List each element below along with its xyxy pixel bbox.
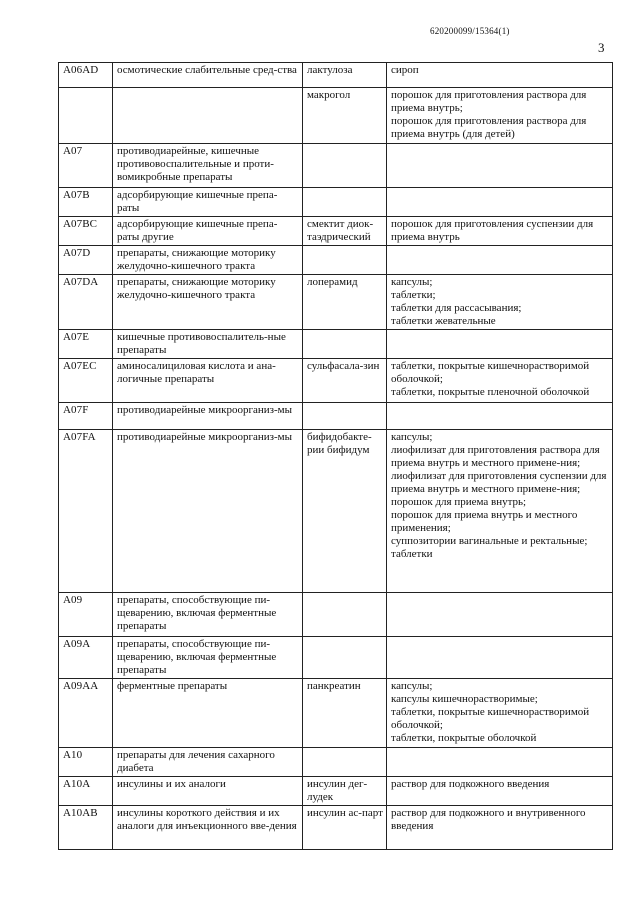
atc-code-cell: A07E (59, 330, 113, 359)
document-id: 620200099/15364(1) (430, 26, 510, 36)
dosage-form-line: раствор для подкожного и внутривенного введения (391, 807, 586, 832)
dosage-forms-cell (387, 403, 613, 430)
dosage-form-line: порошок для приготовления раствора для приема внутрь (для детей) (391, 115, 587, 140)
dosage-form-line: таблетки для рассасывания; (391, 302, 522, 314)
group-name-cell: противодиарейные, кишечные противовоспалительные и проти-вомикробные препараты (113, 144, 303, 188)
atc-code-cell: A09 (59, 593, 113, 637)
table-body (59, 63, 613, 850)
dosage-form-line: таблетки жевательные (391, 315, 496, 327)
substance-cell (303, 637, 387, 679)
atc-code-cell: A07D (59, 246, 113, 275)
dosage-forms-cell (387, 275, 613, 330)
dosage-forms-cell (387, 359, 613, 403)
substance-cell: лоперамид (303, 275, 387, 330)
table-row (59, 679, 613, 748)
table-row (59, 430, 613, 593)
dosage-form-line: таблетки, покрытые кишечнорастворимой оболочкой; (391, 360, 590, 385)
group-name-cell: препараты, способствующие пи-щеварению, включая ферментные препараты (113, 593, 303, 637)
substance-cell: макрогол (303, 88, 387, 144)
dosage-form-line: раствор для подкожного введения (391, 778, 550, 790)
dosage-forms-cell (387, 430, 613, 593)
table-row (59, 63, 613, 88)
substance-cell: сульфасала-зин (303, 359, 387, 403)
substance-cell: панкреатин (303, 679, 387, 748)
table-row (59, 330, 613, 359)
dosage-forms-cell (387, 330, 613, 359)
dosage-form-line: таблетки, покрытые оболочкой (391, 732, 537, 744)
substance-cell (303, 246, 387, 275)
dosage-forms-cell (387, 679, 613, 748)
dosage-form-line: таблетки; (391, 289, 436, 301)
atc-code-cell: A10A (59, 777, 113, 806)
dosage-form-line: капсулы кишечнорастворимые; (391, 693, 538, 705)
group-name-cell: препараты, способствующие пи-щеварению, включая ферментные препараты (113, 637, 303, 679)
dosage-forms-cell (387, 748, 613, 777)
substance-cell: смектит диок-таэдрический (303, 217, 387, 246)
substance-cell (303, 593, 387, 637)
table-row (59, 593, 613, 637)
table-row (59, 88, 613, 144)
dosage-form-line: таблетки, покрытые пленочной оболочкой (391, 386, 590, 398)
table-row (59, 637, 613, 679)
group-name-cell: адсорбирующие кишечные препа-раты другие (113, 217, 303, 246)
group-name-cell (113, 88, 303, 144)
group-name-cell: препараты для лечения сахарного диабета (113, 748, 303, 777)
table-row (59, 217, 613, 246)
atc-code-cell: A10AB (59, 806, 113, 850)
atc-code-cell: A07 (59, 144, 113, 188)
atc-code-cell: A07F (59, 403, 113, 430)
table-row (59, 275, 613, 330)
substance-cell: лактулоза (303, 63, 387, 88)
dosage-form-line: таблетки, покрытые кишечнорастворимой оболочкой; (391, 706, 590, 731)
group-name-cell: противодиарейные микроорганиз-мы (113, 403, 303, 430)
substance-cell (303, 403, 387, 430)
dosage-forms-cell (387, 63, 613, 88)
dosage-forms-cell (387, 217, 613, 246)
dosage-forms-cell (387, 88, 613, 144)
dosage-forms-cell (387, 246, 613, 275)
group-name-cell: ферментные препараты (113, 679, 303, 748)
dosage-form-line: порошок для приема внутрь и местного применения; (391, 509, 578, 534)
dosage-form-line: порошок для приготовления суспензии для приема внутрь (391, 218, 594, 243)
substance-cell (303, 188, 387, 217)
substance-cell (303, 144, 387, 188)
table-row (59, 188, 613, 217)
table-row (59, 806, 613, 850)
drug-classification-table (58, 62, 613, 850)
substance-cell (303, 748, 387, 777)
table-row (59, 777, 613, 806)
group-name-cell: осмотические слабительные сред-ства (113, 63, 303, 88)
page-number: 3 (598, 40, 605, 55)
group-name-cell: адсорбирующие кишечные препа-раты (113, 188, 303, 217)
table-row (59, 144, 613, 188)
dosage-form-line: капсулы; (391, 431, 433, 443)
dosage-forms-cell (387, 188, 613, 217)
dosage-form-line: порошок для приема внутрь; (391, 496, 527, 508)
dosage-form-line: таблетки (391, 548, 433, 560)
atc-code-cell: A07B (59, 188, 113, 217)
dosage-forms-cell (387, 777, 613, 806)
dosage-form-line: капсулы; (391, 680, 433, 692)
table-row (59, 246, 613, 275)
atc-code-cell: A07EC (59, 359, 113, 403)
dosage-form-line: лиофилизат для приготовления раствора для приема внутрь и местного примене-ния; (391, 444, 600, 469)
atc-code-cell: A07DA (59, 275, 113, 330)
group-name-cell: инсулины короткого действия и их аналоги для инъекционного вве-дения (113, 806, 303, 850)
dosage-form-line: лиофилизат для приготовления суспензии для приема внутрь и местного примене-ния; (391, 470, 607, 495)
atc-code-cell: A09A (59, 637, 113, 679)
atc-code-cell: A06AD (59, 63, 113, 88)
table-row (59, 403, 613, 430)
substance-cell: инсулин дег-лудек (303, 777, 387, 806)
atc-code-cell: A07BC (59, 217, 113, 246)
atc-code-cell: A09AA (59, 679, 113, 748)
group-name-cell: кишечные противовоспалитель-ные препараты (113, 330, 303, 359)
group-name-cell: препараты, снижающие моторику желудочно-кишечного тракта (113, 246, 303, 275)
atc-code-cell: A07FA (59, 430, 113, 593)
table-row (59, 748, 613, 777)
table-row (59, 359, 613, 403)
atc-code-cell (59, 88, 113, 144)
group-name-cell: аминосалициловая кислота и ана-логичные препараты (113, 359, 303, 403)
group-name-cell: инсулины и их аналоги (113, 777, 303, 806)
dosage-forms-cell (387, 806, 613, 850)
group-name-cell: препараты, снижающие моторику желудочно-кишечного тракта (113, 275, 303, 330)
substance-cell (303, 330, 387, 359)
dosage-forms-cell (387, 637, 613, 679)
substance-cell: бифидобакте-рии бифидум (303, 430, 387, 593)
dosage-form-line: сироп (391, 64, 419, 76)
dosage-form-line: капсулы; (391, 276, 433, 288)
group-name-cell: противодиарейные микроорганиз-мы (113, 430, 303, 593)
atc-code-cell: A10 (59, 748, 113, 777)
dosage-forms-cell (387, 593, 613, 637)
dosage-form-line: порошок для приготовления раствора для приема внутрь; (391, 89, 587, 114)
dosage-forms-cell (387, 144, 613, 188)
substance-cell: инсулин ас-парт (303, 806, 387, 850)
dosage-form-line: суппозитории вагинальные и ректальные; (391, 535, 588, 547)
